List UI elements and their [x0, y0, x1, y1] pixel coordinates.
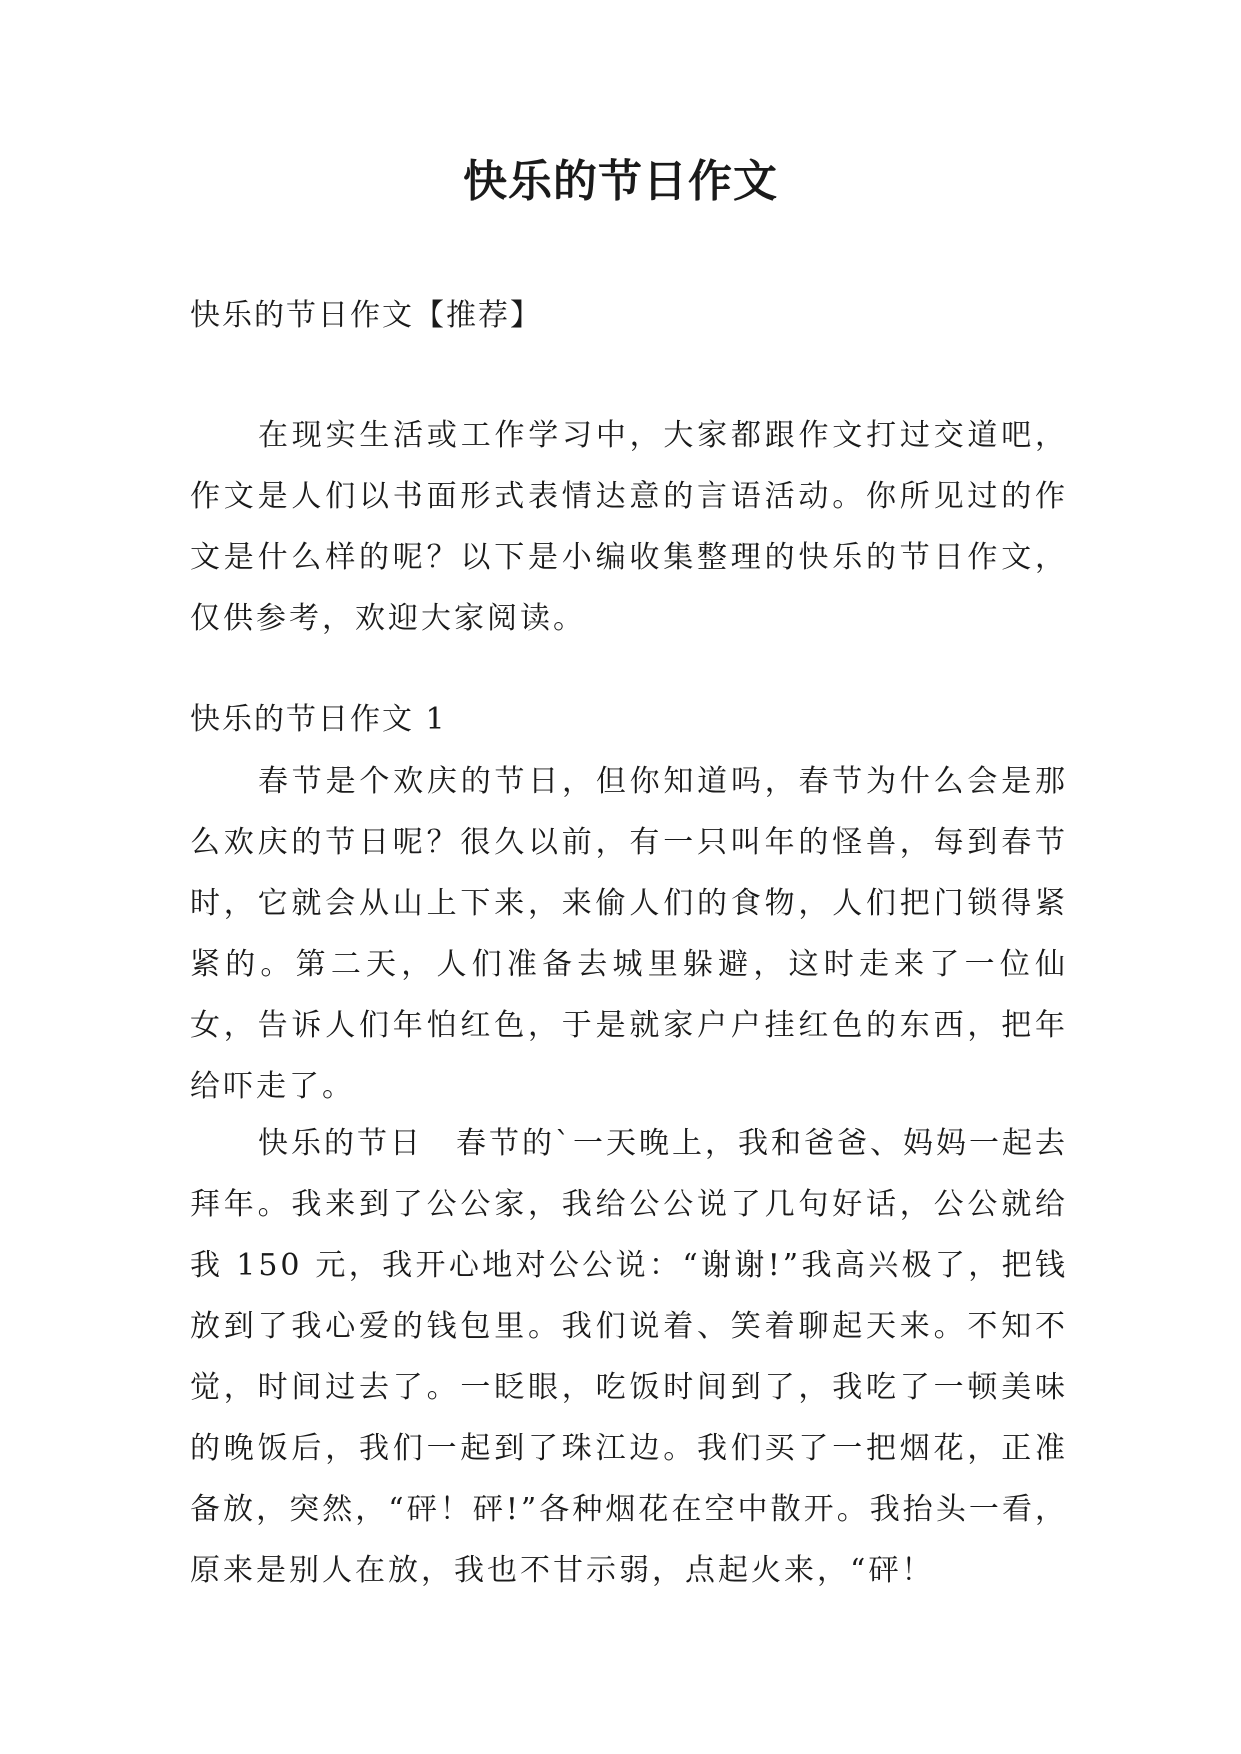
body-paragraph: 快乐的节日 春节的`一天晚上，我和爸爸、妈妈一起去拜年。我来到了公公家，我给公公说了几句好话，公公就给我 150 元，我开心地对公公说：“谢谢!”我高兴极了，把钱放到了我心爱的钱包里。我们说着、笑着聊起天来。不知不觉，时间过去了。一眨眼，吃饭时间到了，我吃了一顿美味的晚饭后，我们一起到了珠江边。我们买了一把烟花，正准备放，突然，“砰！砰!”各种烟花在空中散开。我抬头一看，原来是别人在放，我也不甘示弱，点起火来，“砰！ — [190, 1126, 1068, 1588]
intro-paragraph: 在现实生活或工作学习中，大家都跟作文打过交道吧，作文是人们以书面形式表情达意的言语活动。你所见过的作文是什么样的呢？以下是小编收集整理的快乐的节日作文，仅供参考，欢迎大家阅读。 — [190, 418, 1068, 636]
document-title: 快乐的节日作文 — [463, 156, 778, 207]
body-paragraph: 春节是个欢庆的节日，但你知道吗，春节为什么会是那么欢庆的节日呢？很久以前，有一只叫年的怪兽，每到春节时，它就会从山上下来，来偷人们的食物，人们把门锁得紧紧的。第二天，人们准备去城里躲避，这时走来了一位仙女，告诉人们年怕红色，于是就家户户挂红色的东西，把年给吓走了。 — [190, 764, 1068, 1104]
document-subtitle: 快乐的节日作文【推荐】 — [190, 298, 542, 333]
section-heading: 快乐的节日作文 1 — [190, 702, 447, 737]
